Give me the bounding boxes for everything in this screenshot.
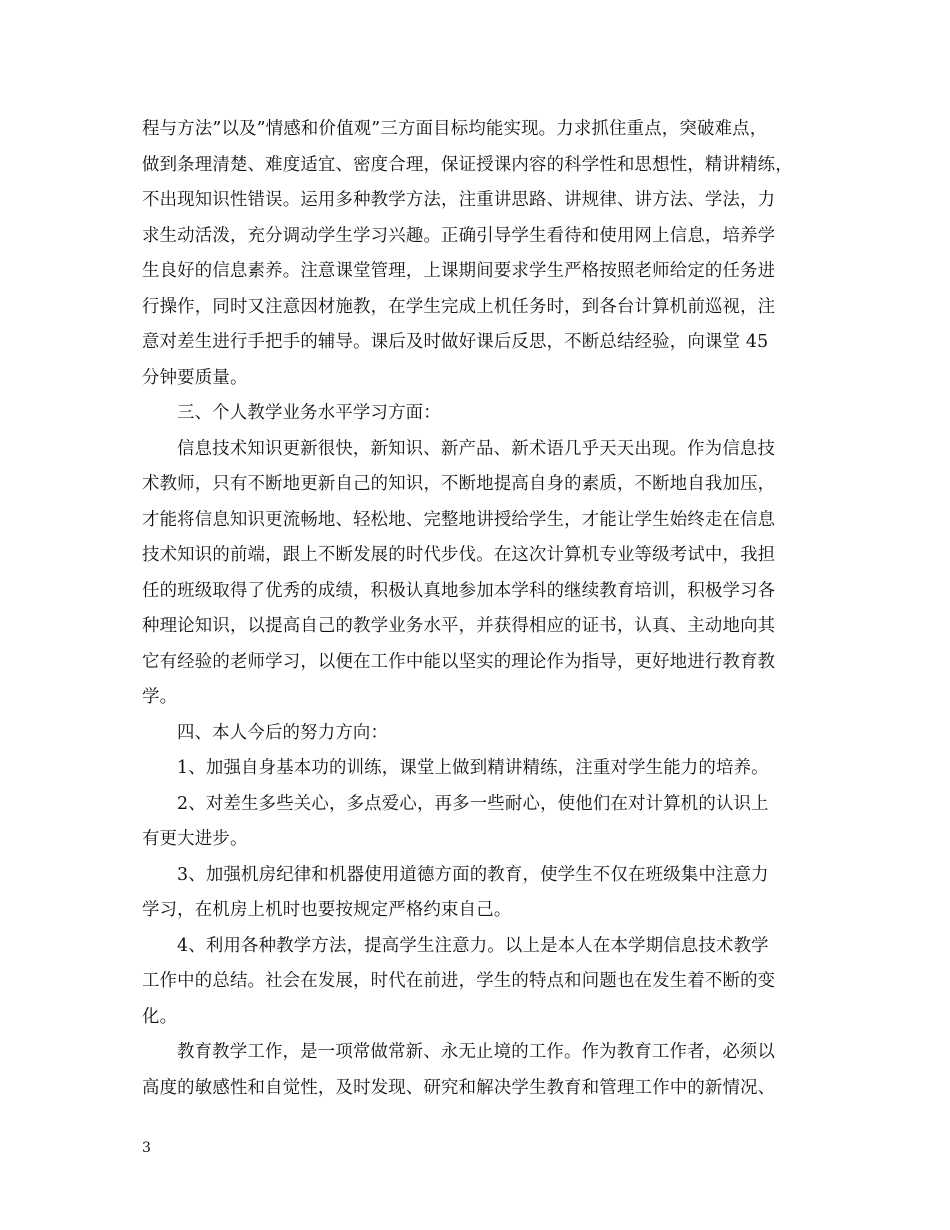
list-item-2: 2、对差生多些关心，多点爱心，再多一些耐心，使他们在对计算机的认识上 有更大进步。 (142, 793, 769, 849)
paragraph-continued: 程与方法”以及”情感和价值观”三方面目标均能实现。力求抓住重点，突破难点， 做到条理清楚、难度适宜、密度合理，保证授课内容的科学性和思想性，精讲精练， 不出现知识性错误。运用多种教学方法，注重讲思路、讲规律、讲方法、学法，力 求生动活泼，充分调动学生学习兴趣。正确引导学生看待和使用网上信息，培养学 生良好的信息素养。注意课堂管理，上课期间要求学生严格按照老师给定的任务进 行操作，同时又注意因材施教，在学生完成上机任务时，到各台计算机前巡视，注 意对差生进行手把手的辅导。课后及时做好课后反思，不断总结经验，向课堂 45 分钟要质量。 (142, 119, 793, 388)
list-item-4: 4、利用各种教学方法，提高学生注意力。以上是本人在本学期信息技术教学 工作中的总结。社会在发展，时代在前进，学生的特点和问题也在发生着不断的变 化。 (142, 935, 776, 1027)
paragraph-closing: 教育教学工作，是一项常做常新、永无止境的工作。作为教育工作者，必须以 高度的敏感性和自觉性，及时发现、研究和解决学生教育和管理工作中的新情况、 (142, 1042, 776, 1098)
page-number: 3 (142, 1140, 151, 1156)
list-item-3: 3、加强机房纪律和机器使用道德方面的教育，使学生不仅在班级集中注意力 学习，在机房上机时也要按规定严格约束自己。 (142, 864, 769, 920)
list-item-1: 1、加强自身基本功的训练，课堂上做到精讲精练，注重对学生能力的培养。 (177, 758, 769, 778)
section-heading-4: 四、本人今后的努力方向： (177, 722, 389, 743)
body-text (142, 112, 814, 1106)
section-heading-3: 三、个人教学业务水平学习方面： (177, 403, 441, 423)
paragraph-study: 信息技术知识更新很快，新知识、新产品、新术语几乎天天出现。作为信息技 术教师，只有不断地更新自己的知识，不断地提高自身的素质，不断地自我加压， 才能将信息知识更流畅地、轻松地、完整地讲授给学生，才能让学生始终走在信息 技术知识的前端，跟上不断发展的时代步伐。在这次计算机专业等级考试中，我担 任的班级取得了优秀的成绩，积极认真地参加本学科的继续教育培训，积极学习各 种理论知识，以提高自己的教学业务水平，并获得相应的证书，认真、主动地向其 它有经验的老师学习，以便在工作中能以坚实的理论作为指导，更好地进行教育教 学。 (142, 438, 776, 707)
